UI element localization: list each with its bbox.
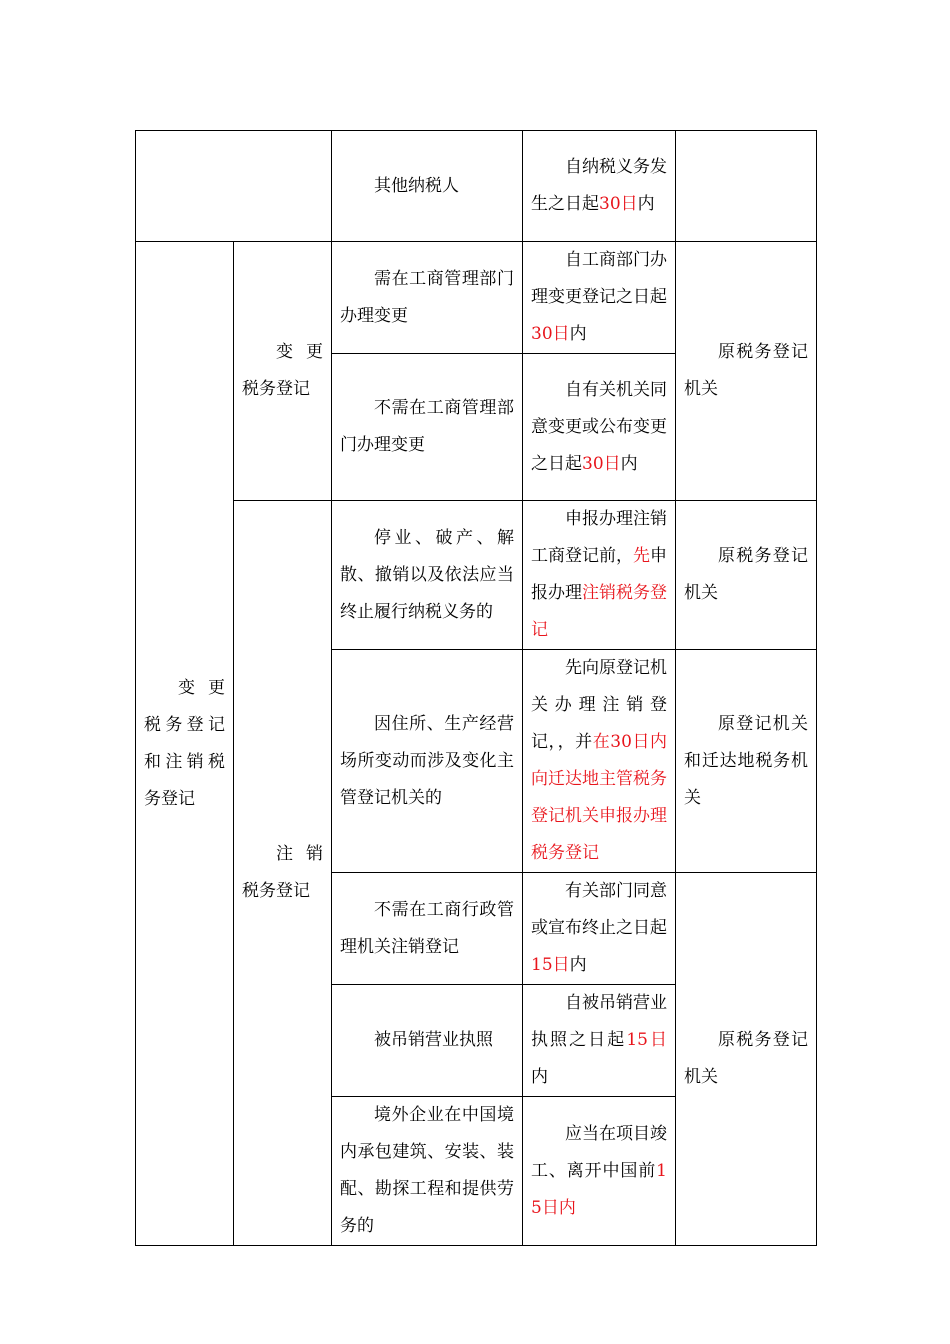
situation-cell: 停业、破产、解散、撤销以及依法应当终止履行纳税义务的 [332, 501, 523, 650]
situation-cell: 需在工商管理部门办理变更 [332, 242, 523, 354]
deadline-cell [523, 873, 676, 985]
text-segment: 自被吊销营业执照之日起 [531, 993, 667, 1050]
cancel-registration-cell: 注 销税务登记 [234, 501, 332, 1246]
highlighted-text: 注销税务登记 [531, 583, 667, 640]
highlighted-text: 15日 [531, 955, 570, 975]
highlighted-text: 在30日内向迁达地主管税务登记机关申报办理税务登记 [531, 732, 668, 863]
authority-cell: 原登记机关和迁达地税务机关 [676, 650, 817, 873]
deadline-cell [523, 242, 676, 354]
highlighted-text: 15日内 [531, 1160, 667, 1218]
situation-cell: 不需在工商行政管理机关注销登记 [332, 873, 523, 985]
deadline-cell [523, 131, 676, 242]
table-row [136, 501, 817, 650]
text-segment: 应当在项目竣工、离开中国前 [531, 1123, 667, 1181]
situation-cell: 被吊销营业执照 [332, 985, 523, 1097]
category-cell: 变 更税务登记和注销税务登记 [136, 242, 234, 1246]
text-segment: 自纳税义务发生之日起 [531, 157, 667, 214]
highlighted-text: 30日 [531, 324, 570, 344]
highlighted-text: 30日 [582, 453, 621, 474]
deadline-cell [523, 1097, 676, 1246]
highlighted-text: 15日 [626, 1030, 668, 1050]
text-segment: 申报办理注销工商登记前， [531, 509, 667, 566]
text-segment: 内 [569, 955, 587, 975]
change-registration-cell: 变 更税务登记 [234, 242, 332, 501]
situation-cell: 境外企业在中国境内承包建筑、安装、装配、勘探工程和提供劳务的 [332, 1097, 523, 1246]
tax-registration-table [135, 130, 817, 1246]
highlighted-text: 30日 [599, 194, 638, 214]
text-segment: 自工商部门办理变更登记之日起 [531, 250, 667, 307]
empty-cell [136, 131, 332, 242]
table-row [136, 131, 817, 242]
highlighted-text: 先 [633, 546, 650, 566]
text-segment: 申报办理 [531, 546, 667, 603]
authority-cell: 原税务登记机关 [676, 873, 817, 1246]
text-segment: 先向原登记机关办理注销登记，，并 [531, 658, 667, 752]
text-segment: 内 [620, 453, 638, 474]
deadline-cell [523, 985, 676, 1097]
text-segment: 内 [569, 324, 587, 344]
authority-cell: 原税务登记机关 [676, 501, 817, 650]
authority-cell: 原税务登记机关 [676, 242, 817, 501]
text-segment: 内 [531, 1067, 548, 1087]
situation-cell: 因住所、生产经营场所变动而涉及变化主管登记机关的 [332, 650, 523, 873]
deadline-cell [523, 650, 676, 873]
text-segment: 内 [637, 194, 655, 214]
text-segment: 自有关机关同意变更或公布变更之日起 [531, 379, 667, 474]
situation-cell: 不需在工商管理部门办理变更 [332, 354, 523, 501]
text-segment: 有关部门同意或宣布终止之日起 [531, 881, 667, 938]
situation-cell: 其他纳税人 [332, 131, 523, 242]
deadline-cell [523, 501, 676, 650]
deadline-cell [523, 354, 676, 501]
authority-cell [676, 131, 817, 242]
table-row [136, 242, 817, 354]
